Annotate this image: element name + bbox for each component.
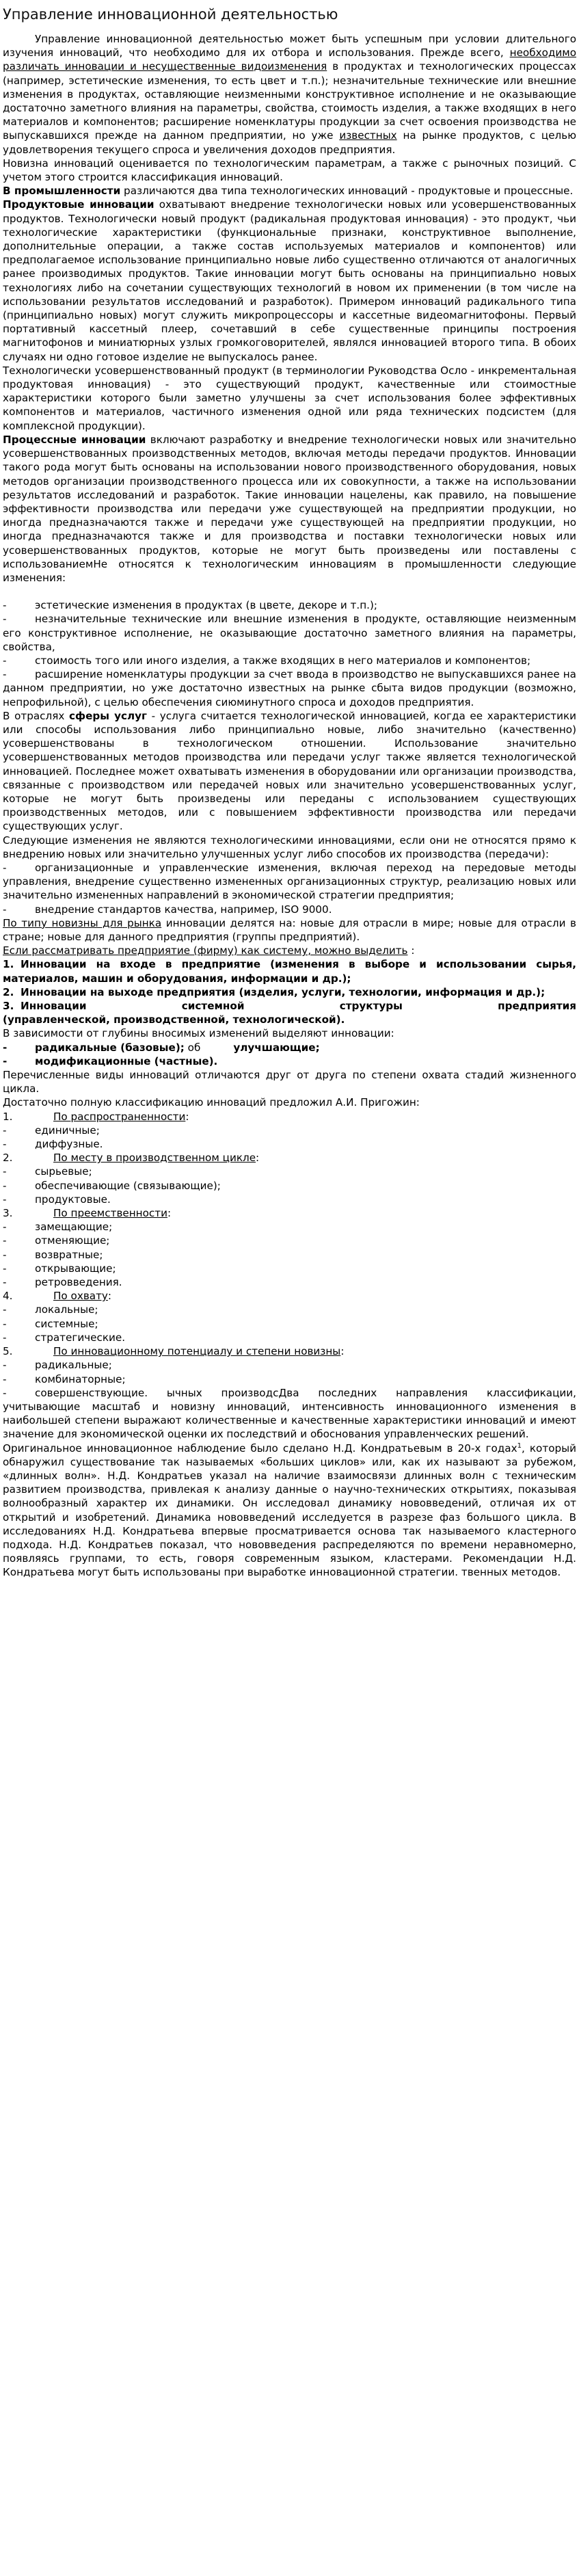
list-item: - обеспечивающие (связывающие);: [3, 1179, 221, 1192]
list-item: - системные;: [3, 1317, 98, 1330]
numbered-item: [3, 999, 576, 1013]
classification-heading: [3, 1110, 576, 1124]
classification-heading: [3, 1344, 576, 1358]
page-title: Управление инновационной деятельностью: [3, 6, 338, 23]
underlined-text: По месту в производственном цикле: [53, 1152, 256, 1165]
paragraph-industry: [3, 184, 576, 198]
list-item: - внедрение стандартов качества, например, ISO 9000.: [3, 903, 332, 916]
underlined-text: Если рассматривать предприятие (фирму) как систему, можно выделить: [3, 944, 408, 957]
list-item: - единичные;: [3, 1124, 100, 1137]
text: различаются два типа технологических инноваций - продуктовые и процессные.: [120, 185, 574, 198]
item-number: 3.: [3, 1000, 14, 1013]
underlined-text: По инновационному потенциалу и степени новизны: [53, 1345, 341, 1358]
underlined-text: По преемственности: [53, 1207, 167, 1220]
list-item: - сырьевые;: [3, 1165, 92, 1178]
numbered-item: [3, 985, 576, 999]
list-item-text: диффузные.: [35, 1138, 103, 1151]
list-item: - комбинаторные;: [3, 1372, 126, 1385]
paragraph-improved-product: Технологически усовершенствованный продукт (в терминологии Руководства Осло - инкрементальная продуктовая инновация) - это существующий продукт, качественные или стоимостные характеристики которого были заметно улучшены за счет использования более эффективных компонентов и материалов, частичного изменения одной или ряда технических подсистем (для комплексной продукции).: [3, 364, 576, 432]
list-item-text: отменяющие;: [35, 1234, 110, 1247]
list-item-text: радикальные;: [35, 1359, 112, 1372]
underlined-text: необходимо различать инновации и несущественные видоизменения: [3, 47, 576, 73]
list-item: - продуктовые.: [3, 1193, 111, 1206]
paragraph-system: [3, 944, 576, 957]
item-number: 2.: [3, 985, 14, 998]
underlined-text: По распространенности: [53, 1110, 186, 1123]
text: :: [107, 1290, 112, 1303]
paragraph-depth: В зависимости от глубины вносимых изменений выделяют инновации:: [3, 1027, 394, 1040]
item-number: 5.: [3, 1345, 13, 1358]
list-item: - модификационные (частные).: [3, 1054, 218, 1067]
item-number: 4.: [3, 1290, 13, 1303]
list-item-text: системные;: [35, 1317, 98, 1330]
list-item: - стоимость того или иного изделия, а также входящих в него материалов и компонентов;: [3, 654, 531, 667]
list-item: - ретровведения.: [3, 1276, 122, 1289]
list-item-text: об: [187, 1041, 201, 1054]
list-item: - замещающие;: [3, 1221, 113, 1234]
underlined-text: По типу новизны для рынка: [3, 916, 162, 929]
list-item-text: стоимость того или иного изделия, а также входящих в него материалов и компонентов;: [35, 654, 531, 667]
item-text: Инновации: [21, 1000, 87, 1013]
bold-term: Продуктовые инновации: [3, 198, 154, 211]
text: :: [340, 1345, 345, 1358]
list-item-text: незначительные технические или внешние изменения в продукте, оставляющие неизменным его конструктивное исполнение, не оказывающие достаточно заметного влияния на параметры, свойства,: [3, 613, 576, 653]
list-item-text: локальные;: [35, 1303, 98, 1316]
item-number: 1.: [3, 958, 14, 971]
item-text: предприятия: [498, 1000, 577, 1013]
list-item-text: ретровведения.: [35, 1276, 122, 1289]
footnote-marker: 1: [517, 1442, 522, 1450]
text: :: [256, 1152, 260, 1165]
list-item-text: комбинаторные;: [35, 1372, 126, 1385]
list-item-text: единичные;: [35, 1124, 100, 1137]
list-item: - диффузные.: [3, 1138, 103, 1151]
bold-term: Процессные инновации: [3, 433, 146, 446]
text: , который обнаружил существование так называемых «больших циклов» или, как их называют за рубежом, «длинных волн». Н.Д. Кондратьев указал на наличие взаимосвязи длинных волн с техническим развитием производства, привлекая к анализу данные о научно-технических открытиях, показывая волнообразный характер их динамики. Он исследовал динамику нововведений, отличая их от открытий и изобретений. Динамика нововведений исследуется в разрезе фаз большого цикла. В исследованиях Н.Д. Кондратьева впервые просматривается основа так называемого кластерного подхода. Н.Д. Кондратьев показал, что нововведения распределяются по времени неравномерно, появляясь группами, то есть, говоря современным языком, кластерами. Рекомендации Н.Д. Кондратьева могут быть использованы при выработке инновационной стратегии. твенных методов.: [3, 1442, 576, 1579]
text: включают разработку и внедрение технологически новых или значительно усовершенствованных производственных методов, включая методы передачи продуктов. Инновации такого рода могут быть основаны на использовании нового производственного оборудования, новых методов организации производственного процесса или их совокупности, а также на использовании результатов исследований и разработок. Такие инновации нацелены, как правило, на повышение эффективности производства или передачи уже существующей на предприятии продукции, но иногда предназначаются также и передачи уже существующей на предприятии продукции, но иногда предназначаются также и для производства и поставки технологически новых или усовершенствованных продуктов, которые не могут быть произведены или поставлены с использованиемНе относятся к технологическим инновациям в промышленности следующие изменения:: [3, 433, 577, 584]
classification-heading: [3, 1151, 576, 1165]
item-text: Инновации на входе в предприятие (изменения в выборе и использовании сырья, материалов, машин и оборудования, информации и др.);: [3, 958, 576, 985]
item-text: Инновации на выходе предприятия (изделия, услуги, технологии, информация и др.);: [21, 985, 546, 998]
item-number: 3.: [3, 1207, 13, 1220]
list-item-text: замещающие;: [35, 1221, 113, 1234]
paragraph-market-novelty: [3, 916, 576, 944]
list-item: - незначительные технические или внешние изменения в продукте, оставляющие неизменным его конструктивное исполнение, не оказывающие достаточно заметного влияния на параметры, свойства,: [3, 613, 576, 653]
item-number: 1.: [3, 1110, 13, 1123]
list-item-text: возвратные;: [35, 1248, 103, 1261]
bold-term: В промышленности: [3, 185, 121, 198]
list-item-text: продуктовые.: [35, 1193, 111, 1206]
text: В отраслях: [3, 709, 69, 722]
list-item: - эстетические изменения в продуктах (в цвете, декоре и т.п.);: [3, 599, 378, 612]
paragraph-lifecycle: Перечисленные виды инноваций отличаются друг от друга по степени охвата стадий жизненного цикла.: [3, 1069, 576, 1096]
paragraph-intro: [3, 32, 576, 157]
list-item: - отменяющие;: [3, 1234, 110, 1247]
list-item: - организационные и управленческие изменения, включая переход на передовые методы управления, внедрение существенно измененных организационных структур, реализацию новых или значительно измененных направлений в экономической стратегии предприятия;: [3, 861, 576, 902]
list-item-text: внедрение стандартов качества, например, ISO 9000.: [35, 903, 332, 916]
numbered-item-continuation: (управленческой, производственной, технологической).: [3, 1013, 345, 1026]
list-item-text: совершенствующие. ычных производсДва последних направления классификации, учитывающие масштаб и новизну инноваций, интенсивность инновационного изменения в наибольшей степени выражают количественные и качественные характеристики инноваций и имеют значение для экономической оценки их последствий и обоснования управленческих решений.: [3, 1386, 576, 1441]
item-text: системной: [181, 1000, 245, 1013]
text: в продуктах и технологических процессах (например, эстетические изменения, то есть цвет и т.п.); незначительные технические или внешние изменения в продуктах, оставляющие неизменными конструктивное исполнение и не оказывающие достаточно заметного влияния на параметры, свойства, стоимость изделия, а также входящих в него материалов и компонентов; расширение номенклатуры продукции за счет освоения производства не выпускавшихся прежде на данном предприятии, но уже: [3, 60, 576, 142]
bold-term: сферы услуг: [69, 709, 147, 722]
paragraph-services: [3, 709, 576, 834]
classification-heading: [3, 1206, 576, 1220]
list-item: - открывающие;: [3, 1262, 116, 1275]
paragraph-not-innovations: Следующие изменения не являются технологическими инновациями, если они не относятся прямо к внедрению новых или значительно улучшенных услуг либо способов их производства (передачи):: [3, 834, 576, 860]
numbered-item: [3, 957, 576, 985]
list-item: - расширение номенклатуры продукции за счет ввода в производство не выпускавшихся ранее на данном предприятии, но уже достаточно известных на рынке сбыта видов продукции (возможно, непрофильной), с целью обеспечения сиюминутного спроса и доходов предприятия.: [3, 668, 576, 708]
list-item: - совершенствующие. ычных производсДва последних направления классификации, учитывающие масштаб и новизну инноваций, интенсивность инновационного изменения в наибольшей степени выражают количественные и качественные характеристики инноваций и имеют значение для экономической оценки их последствий и обоснования управленческих решений.: [3, 1386, 576, 1441]
list-item: - локальные;: [3, 1303, 98, 1316]
list-item-text: стратегические.: [35, 1331, 126, 1344]
list-item: - радикальные (базовые); об улучшающие;: [3, 1041, 320, 1054]
item-number: 2.: [3, 1152, 13, 1165]
underlined-text: По охвату: [53, 1290, 108, 1303]
list-item-text: расширение номенклатуры продукции за счет ввода в производство не выпускавшихся ранее на данном предприятии, но уже достаточно известных на рынке сбыта видов продукции (возможно, непрофильной), с целью обеспечения сиюминутного спроса и доходов предприятия.: [3, 668, 576, 708]
list-item-text: организационные и управленческие изменения, включая переход на передовые методы управления, внедрение существенно измененных организационных структур, реализацию новых или значительно измененных направлений в экономической стратегии предприятия;: [3, 861, 576, 902]
text: - услуга считается технологической инновацией, когда ее характеристики или способы использования либо принципиально новые, либо значительно (качественно) усовершенствованы в технологическом отношении. Использование значительно усовершенствованных методов производства или передачи услуг также является технологической инновацией. Последнее может охватывать изменения в оборудовании или организации производства, связанные с производством или передачей новых или значительно усовершенствованных услуг, которые не могут быть произведены или переданы с использованием существующих производственных методов, или с повышением эффективности производства или передачи существующих услуг.: [3, 709, 576, 833]
list-item-text: обеспечивающие (связывающие);: [35, 1179, 221, 1192]
list-item-text: сырьевые;: [35, 1165, 92, 1178]
list-item-text: модификационные (частные).: [35, 1054, 218, 1067]
list-item: - радикальные;: [3, 1359, 112, 1372]
text: :: [167, 1207, 172, 1220]
list-item-text: улучшающие;: [233, 1041, 320, 1054]
paragraph-novelty: Новизна инноваций оценивается по технологическим параметрам, а также с рыночных позиций. С учетом этого строится классификация инноваций.: [3, 157, 576, 184]
text: :: [407, 944, 415, 957]
text: инновации делятся на: новые для отрасли в мире; новые для отрасли в стране; новые для данного предприятия (группы предприятий).: [3, 916, 576, 943]
text: Оригинальное инновационное наблюдение было сделано Н.Д. Кондратьевым в 20-х годах: [3, 1442, 517, 1455]
list-item-text: эстетические изменения в продуктах (в цвете, декоре и т.п.);: [35, 599, 378, 612]
list-item: - стратегические.: [3, 1331, 126, 1344]
paragraph-process-innovations: [3, 433, 576, 585]
spacer: [3, 585, 576, 598]
list-item-text: открывающие;: [35, 1262, 116, 1275]
paragraph-product-innovations: [3, 198, 576, 363]
list-item: - возвратные;: [3, 1248, 103, 1261]
classification-heading: [3, 1289, 576, 1303]
paragraph-kondratiev: [3, 1442, 576, 1580]
underlined-text: известных: [339, 129, 397, 142]
item-text: структуры: [339, 1000, 403, 1013]
text: на рынке продуктов, с целью удовлетворения текущего спроса и увеличения доходов предприятия.: [3, 129, 576, 156]
text: :: [185, 1110, 189, 1123]
list-item-text: радикальные (базовые);: [35, 1041, 185, 1054]
text: охватывают внедрение технологически новых или усовершенствованных продуктов. Технологически новый продукт (радикальная продуктовая инновация) - это продукт, чьи технологические характеристики (функциональные признаки, конструктивное выполнение, дополнительные операции, а также состав используемых материалов и компонентов) или предполагаемое использование принципиально новые либо существенно отличаются от аналогичных ранее производимых продуктов. Такие инновации могут быть основаны на принципиально новых технологиях либо на сочетании существующих технологий в новом их применении (в том числе на использовании результатов исследований и разработок). Примером инноваций радикального типа (принципиально новых) могут служить микропроцессоры и кассетные видеомагнитофоны. Первый портативный кассетный плеер, сочетавший в себе существенные принципы построения магнитофонов и миниатюрных узлых громкоговорителей, являлся инновацией второго типа. В обоих случаях ни одно готовое изделие не выпускалось ранее.: [3, 198, 576, 363]
paragraph-prigozhin: Достаточно полную классификацию инноваций предложил А.И. Пригожин:: [3, 1096, 420, 1109]
text: Управление инновационной деятельностью может быть успешным при условии длительного изучения инноваций, что необходимо для их отбора и использования. Прежде всего,: [3, 33, 576, 59]
